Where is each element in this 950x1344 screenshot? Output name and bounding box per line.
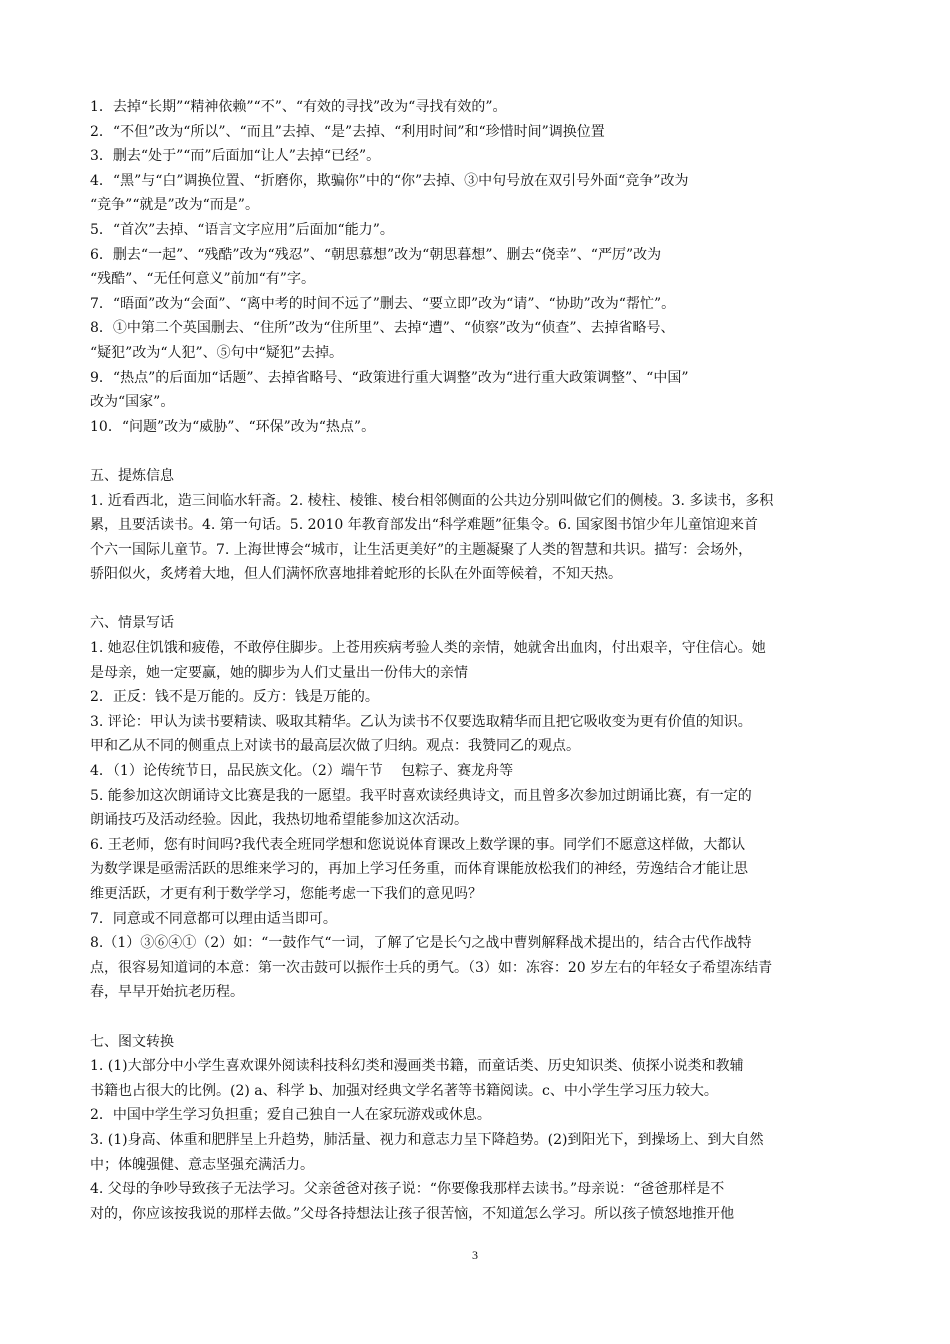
text-line: 4．（1）论传统节日，品民族文化。（2）端午节 包粽子、赛龙舟等 xyxy=(90,763,514,780)
text-line: 1. (1)大部分中小学生喜欢课外阅读科技科幻类和漫画类书籍，而童话类、历史知识类、侦探小说类和教辅 xyxy=(90,1058,744,1075)
text-line: 8.（1）③⑥④①（2）如：“一鼓作气“一词，了解了它是长勺之战中曹刿解释战术提出的，结合古代作战特 xyxy=(90,935,752,952)
document-body xyxy=(90,95,880,1226)
paragraph-gap xyxy=(90,1005,880,1030)
text-line: 改为“国家”。 xyxy=(90,394,175,411)
text-line: 五、提炼信息 xyxy=(90,467,174,484)
text-line: 1．去掉“长期”“精神依赖”“不”、“有效的寻找”改为“寻找有效的”。 xyxy=(90,99,507,115)
text-line: “竞争”“就是”改为“而是”。 xyxy=(90,197,259,214)
paragraph-gap xyxy=(90,439,880,464)
text-line: 书籍也占很大的比例。(2) a、科学 b、加强对经典文学名著等书籍阅读。c、中小学生学习压力较大。 xyxy=(90,1082,718,1099)
text-line: 中；体魄强健、意志坚强充满活力。 xyxy=(90,1156,314,1173)
text-line: 个六一国际儿童节。7. 上海世博会“城市，让生活更美好”的主题凝聚了人类的智慧和共识。描写：会场外， xyxy=(90,541,753,558)
text-line: 1. 近看西北，造三间临水轩斋。2. 棱柱、棱锥、棱台相邻侧面的公共边分别叫做它们的侧棱。3. 多读书，多积 xyxy=(90,492,774,509)
text-line: 3．删去“处于”“而”后面加“让人”去掉“已经”。 xyxy=(90,148,381,165)
text-line: 是母亲，她一定要赢，她的脚步为人们丈量出一份伟大的亲情 xyxy=(90,664,468,681)
text-line: 甲和乙从不同的侧重点上对读书的最高层次做了归纳。观点：我赞同乙的观点。 xyxy=(90,738,580,755)
text-line: 3. (1)身高、体重和肥胖呈上升趋势，肺活量、视力和意志力呈下降趋势。(2)到阳光下，到操场上、到大自然 xyxy=(90,1131,764,1148)
text-line: 朗诵技巧及活动经验。因此，我热切地希望能参加这次活动。 xyxy=(90,812,468,829)
text-line: 5. 能参加这次朗诵诗文比赛是我的一愿望。我平时喜欢读经典诗文，而且曾多次参加过朗诵比赛，有一定的 xyxy=(90,787,752,804)
text-line: 8．①中第二个英国删去、“住所”改为“住所里”、去掉“遭”、“侦察”改为“侦查”、去掉省略号、 xyxy=(90,320,675,337)
page-number: 3 xyxy=(472,1248,478,1262)
text-line: 骄阳似火，炙烤着大地，但人们满怀欣喜地排着蛇形的长队在外面等候着，不知天热。 xyxy=(90,566,622,583)
text-line: 春，早早开始抗老历程。 xyxy=(90,984,244,1001)
text-line: 2．中国中学生学习负担重；爱自己独自一人在家玩游戏或休息。 xyxy=(90,1107,491,1124)
text-line: 为数学课是亟需活跃的思维来学习的，再加上学习任务重，而体育课能放松我们的神经，劳逸结合才能让思 xyxy=(90,861,748,878)
text-line: 累，且要活读书。4. 第一句话。5. 2010 年教育部发出“科学难题”征集令。6. 国家图书馆少年儿童馆迎来首 xyxy=(90,517,758,534)
text-line: 2．“不但”改为“所以”、“而且”去掉、“是”去掉、“利用时间”和“珍惜时间”调换位置 xyxy=(90,123,605,140)
text-line: “残酷”、“无任何意义”前加“有”字。 xyxy=(90,271,315,288)
text-line: 对的，你应该按我说的那样去做。”父母各持想法让孩子很苦恼，不知道怎么学习。所以孩子愤怒地推开他 xyxy=(90,1205,735,1222)
text-line: 7．同意或不同意都可以理由适当即可。 xyxy=(90,910,337,927)
text-line: 维更活跃，才更有利于数学学习，您能考虑一下我们的意见吗？ xyxy=(90,886,482,902)
paragraph-gap xyxy=(90,587,880,612)
text-line: 2．正反：钱不是万能的。反方：钱是万能的。 xyxy=(90,689,379,706)
text-line: 七、图文转换 xyxy=(90,1033,174,1050)
text-line: 1. 她忍住饥饿和疲倦，不敢停住脚步。上苍用疾病考验人类的亲情，她就舍出血肉，付出艰辛，守住信心。她 xyxy=(90,640,766,657)
text-line: 9．“热点”的后面加“话题”、去掉省略号、“政策进行重大调整”改为“进行重大政策调整”、“中国” xyxy=(90,369,689,386)
text-line: “疑犯”改为“人犯”、⑤句中“疑犯”去掉。 xyxy=(90,344,343,361)
text-line: 六、情景写话 xyxy=(90,615,174,632)
text-line: 7．“晤面”改为“会面”、“离中考的时间不远了”删去、“要立即”改为“请”、“协助”改为“帮忙”。 xyxy=(90,295,676,312)
text-line: 5．“首次”去掉、“语言文字应用”后面加“能力”。 xyxy=(90,221,394,238)
text-line: 6．删去“一起”、“残酷”改为“残忍”、“朝思慕想”改为“朝思暮想”、删去“侥幸”、“严厉”改为 xyxy=(90,246,662,263)
text-line: 6. 王老师，您有时间吗?我代表全班同学想和您说说体育课改上数学课的事。同学们不愿意这样做，大都认 xyxy=(90,836,746,853)
text-line: 10．“问题”改为“威胁”、“环保”改为“热点”。 xyxy=(90,418,376,435)
text-line: 4. 父母的争吵导致孩子无法学习。父亲爸爸对孩子说：“你要像我那样去读书。”母亲说：“爸爸那样是不 xyxy=(90,1181,725,1198)
text-line: 3. 评论：甲认为读书要精读、吸取其精华。乙认为读书不仅要选取精华而且把它吸收变为更有价值的知识。 xyxy=(90,713,752,730)
text-line: 点，很容易知道词的本意：第一次击鼓可以振作士兵的勇气。（3）如：冻容：20 岁左右的年轻女子希望冻结青 xyxy=(90,959,773,976)
text-line: 4．“黑”与“白”调换位置、“折磨你，欺骗你”中的“你”去掉、③中句号放在双引号外面“竞争”改为 xyxy=(90,172,689,189)
